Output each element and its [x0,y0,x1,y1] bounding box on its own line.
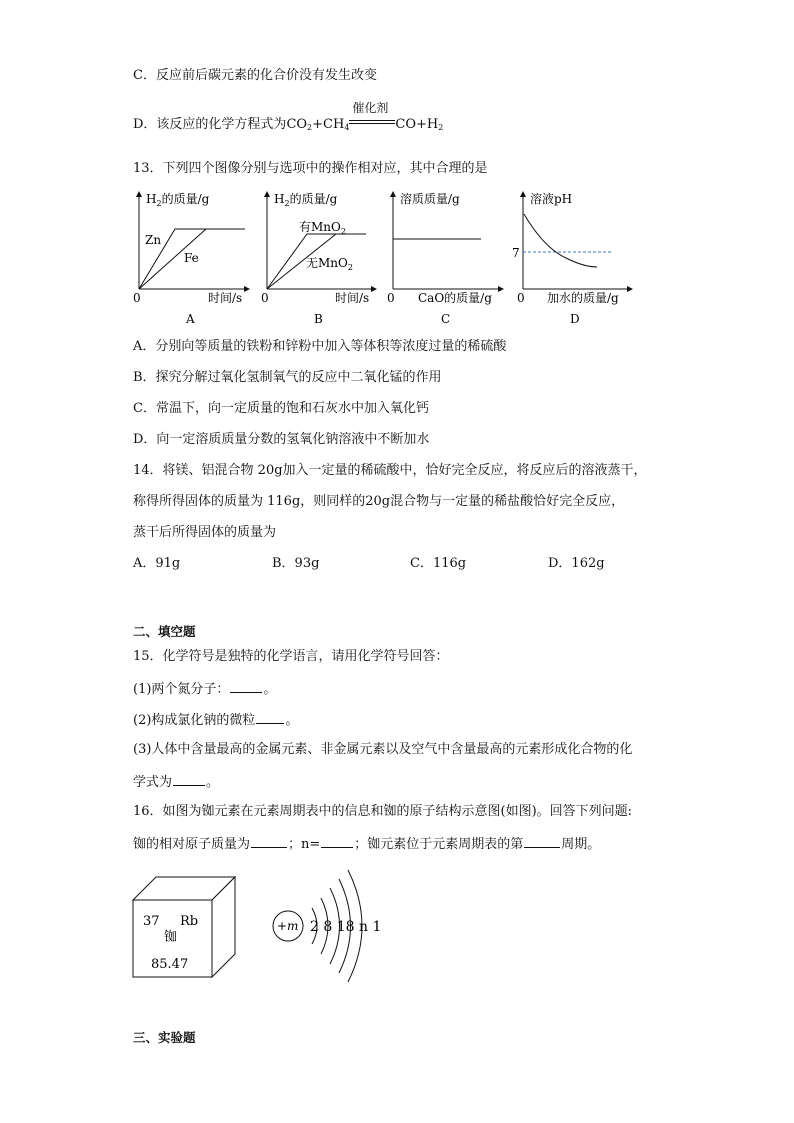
graph-b-origin: 0 [261,291,269,305]
graph-c [387,191,503,326]
answer-blank[interactable] [524,833,560,848]
graph-d-origin: 0 [517,291,525,305]
graph-c-ylabel: 溶质质量/g [400,192,460,206]
zn-label: Zn [145,233,162,247]
graph-b-ylabel: $H_2$的质量/g [274,192,338,208]
q12-option-d-prefix: D．该反应的化学方程式为 [133,117,287,132]
q15-stem: 15．化学符号是独特的化学语言，请用化学符号回答： [133,649,449,664]
q13-option-a: A．分别向等质量的铁粉和锌粉中加入等体积等浓度过量的稀硫酸 [133,339,507,354]
q14-line3: 蒸干后所得固体的质量为 [133,525,277,540]
ph-curve [524,214,597,267]
graph-c-caption: C [441,312,451,326]
q16-blanks-line: 铷的相对原子质量为 ；n= ；铷元素位于元素周期表的第 周期。 [133,833,600,855]
section-heading-fill-in: 二、填空题 [133,624,196,639]
q13-option-c: C．常温下，向一定质量的饱和石灰水中加入氧化钙 [133,401,429,416]
graph-b [261,191,376,326]
periodic-table-cell [133,877,235,977]
q14-option-a: A．91g [133,556,181,571]
equation-products: $CO+H_2$ [395,117,444,132]
graph-d-caption: D [570,312,580,326]
graph-a-origin: 0 [133,291,141,305]
graph-d-ylabel: 溶液pH [530,192,573,206]
graph-a [133,191,249,326]
q14-line1: 14．将镁、铝混合物 20g加入一定量的稀硫酸中，恰好完全反应，将反应后的溶液蒸干， [133,463,647,478]
answer-blank[interactable] [321,833,353,848]
q15-part1: (1)两个氮分子： 。 [133,678,276,700]
graph-a-caption: A [186,312,195,326]
q16-figures [0,862,794,992]
ph7-tick-label: 7 [512,246,520,260]
graph-a-xlabel: 时间/s [208,291,243,305]
q13-option-b: B．探究分解过氧化氢制氧气的反应中二氧化锰的作用 [133,370,442,385]
q16-stem: 16．如图为铷元素在元素周期表中的信息和铷的原子结构示意图(如图)。回答下列问题: [133,804,633,819]
graph-b-xlabel: 时间/s [335,291,370,305]
q12-option-c: C．反应前后碳元素的化合价没有发生改变 [133,68,377,83]
answer-blank[interactable] [256,709,284,724]
graph-d [512,191,632,326]
catalyst-arrow [349,101,395,128]
fe-label: Fe [184,251,199,265]
element-name: 铷 [164,930,178,945]
q15-part3-line2: 学式为 。 [133,771,219,793]
q13-graphs [0,188,794,328]
q12-option-d [133,101,444,138]
graph-a-ylabel: $H_2$的质量/g [146,192,210,208]
q15-part2: (2)构成氯化钠的微粒 。 [133,709,298,731]
electron-shells: 2 8 18 n 1 [310,919,382,935]
graph-c-xlabel: CaO的质量/g [418,291,492,305]
graph-b-caption: B [314,312,323,326]
catalyst-label: 催化剂 [352,101,389,115]
q13-stem: 13．下列四个图像分别与选项中的操作相对应，其中合理的是 [133,161,488,176]
answer-blank[interactable] [173,771,205,786]
section-heading-experiment: 三、实验题 [133,1030,196,1045]
q14-option-b: B．93g [272,556,320,571]
q14-option-c: C．116g [410,556,467,571]
atomic-number: 37 [143,914,160,929]
nucleus-label: +m [277,919,299,933]
q14-line2: 称得所得固体的质量为 116g，则同样的20g混合物与一定量的稀盐酸恰好完全反应， [133,494,625,509]
graph-d-xlabel: 加水的质量/g [547,291,619,305]
answer-blank[interactable] [251,833,287,848]
element-symbol: Rb [180,914,199,929]
without-mno2-label: 无MnO$_2$ [306,256,353,272]
q15-part3-line1: (3)人体中含量最高的金属元素、非金属元素以及空气中含量最高的元素形成化合物的化 [133,742,633,757]
atomic-mass: 85.47 [151,957,189,972]
answer-blank[interactable] [230,678,262,693]
q13-option-d: D．向一定溶质质量分数的氢氧化钠溶液中不断加水 [133,432,430,447]
graph-c-origin: 0 [387,291,395,305]
equation-reactants: $CO_2+CH_4$ [286,117,350,132]
q14-option-d: D．162g [548,556,605,571]
atomic-structure-diagram [273,870,381,982]
with-mno2-label: 有MnO$_2$ [299,220,346,236]
